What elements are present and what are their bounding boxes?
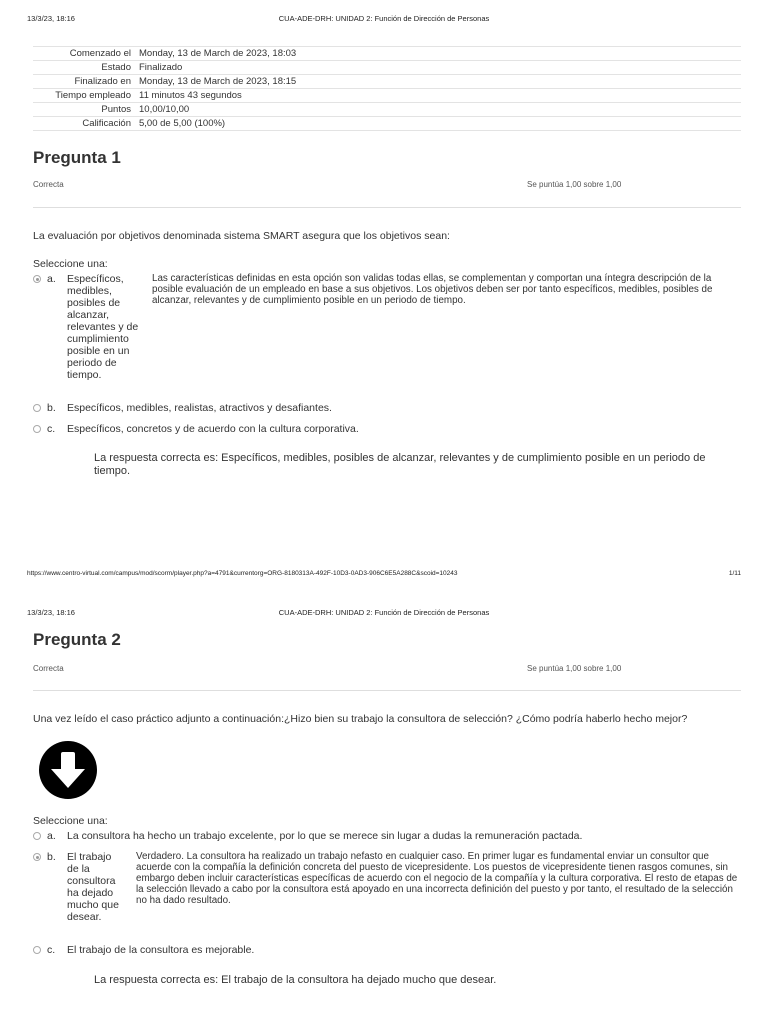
print-url: https://www.centro-virtual.com/campus/mod/scorm/player.php?a=4791&currentorg=ORG-8180313A-492F-10D3-0AD3-906C6E5A288C&scoid=10243 (27, 570, 458, 577)
option-text: Específicos, medibles, posibles de alcanzar, relevantes y de cumplimiento posible en un periodo de tiempo. (67, 273, 139, 381)
summary-value: 5,00 de 5,00 (100%) (135, 117, 741, 131)
summary-row (33, 89, 741, 103)
summary-row (33, 61, 741, 75)
summary-label: Estado (33, 61, 135, 75)
summary-value: Monday, 13 de March de 2023, 18:03 (135, 47, 741, 61)
divider (33, 207, 741, 208)
summary-row (33, 75, 741, 89)
summary-label: Tiempo empleado (33, 89, 135, 103)
q2-correct-answer: La respuesta correcta es: El trabajo de la consultora ha dejado mucho que desear. (94, 974, 497, 986)
radio-button[interactable] (33, 853, 41, 861)
summary-value: 10,00/10,00 (135, 103, 741, 117)
option-letter: c. (47, 944, 56, 956)
divider (33, 690, 741, 691)
summary-label: Calificación (33, 117, 135, 131)
radio-button[interactable] (33, 425, 41, 433)
print-date: 13/3/23, 18:16 (27, 14, 75, 23)
page-header (0, 14, 768, 28)
q1-option-a[interactable] (33, 273, 741, 397)
attempt-summary-table (33, 46, 741, 131)
option-letter: a. (47, 273, 56, 285)
option-letter: b. (47, 402, 56, 414)
option-text: El trabajo de la consultora es mejorable. (67, 944, 255, 956)
select-one-label: Seleccione una: (33, 815, 108, 827)
summary-value: 11 minutos 43 segundos (135, 89, 741, 103)
print-title: CUA-ADE-DRH: UNIDAD 2: Función de Dirección de Personas (278, 608, 490, 617)
option-feedback: Las características definidas en esta opción son validas todas ellas, se complementan y comportan una íntegra descripción de la posible evaluación de un empleado en base a sus objetivos. Los objetivos deben ser por tanto específicos, medibles, posibles de alcanzar, relevantes y de cumplimiento posible en un periodo de tiempo. (152, 273, 713, 306)
radio-button[interactable] (33, 275, 41, 283)
question-1-text: La evaluación por objetivos denominada sistema SMART asegura que los objetivos sean: (33, 230, 450, 242)
option-text: La consultora ha hecho un trabajo excelente, por lo que se merece sin lugar a dudas la remuneración pactada. (67, 830, 583, 842)
page-header (0, 608, 768, 622)
print-date: 13/3/23, 18:16 (27, 608, 75, 617)
question-2-grade: Se puntúa 1,00 sobre 1,00 (527, 664, 622, 673)
summary-value: Finalizado (135, 61, 741, 75)
radio-button[interactable] (33, 832, 41, 840)
option-letter: c. (47, 423, 56, 435)
summary-row (33, 103, 741, 117)
question-2-text: Una vez leído el caso práctico adjunto a continuación:¿Hizo bien su trabajo la consultora de selección? ¿Cómo podría haberlo hecho mejor? (33, 713, 688, 725)
q1-correct-answer: La respuesta correcta es: Específicos, medibles, posibles de alcanzar, relevantes y de cumplimiento posible en un periodo de tiempo. (94, 452, 706, 477)
option-letter: b. (47, 851, 56, 863)
page-number: 1/11 (728, 570, 741, 577)
radio-button[interactable] (33, 404, 41, 412)
summary-value: Monday, 13 de March de 2023, 18:15 (135, 75, 741, 89)
option-text: Específicos, medibles, realistas, atractivos y desafiantes. (67, 402, 332, 414)
question-2-title: Pregunta 2 (33, 630, 121, 649)
summary-label: Comenzado el (33, 47, 135, 61)
summary-row (33, 47, 741, 61)
q2-option-b[interactable] (33, 851, 741, 937)
summary-row (33, 117, 741, 131)
question-1-state: Correcta (33, 180, 64, 189)
option-text: Específicos, concretos y de acuerdo con la cultura corporativa. (67, 423, 359, 435)
question-2-state: Correcta (33, 664, 64, 673)
option-letter: a. (47, 830, 56, 842)
download-arrow-icon[interactable] (39, 741, 97, 799)
summary-label: Finalizado en (33, 75, 135, 89)
question-1-title: Pregunta 1 (33, 148, 121, 167)
option-text: El trabajo de la consultora ha dejado mucho que desear. (67, 851, 119, 923)
question-1-grade: Se puntúa 1,00 sobre 1,00 (527, 180, 622, 189)
select-one-label: Seleccione una: (33, 258, 108, 270)
radio-button[interactable] (33, 946, 41, 954)
option-feedback: Verdadero. La consultora ha realizado un trabajo nefasto en cualquier caso. En primer lugar es fundamental enviar un consultor que acuerde con la compañía la definición concreta del puesto de vicepresidente. Los puestos de vicepresidente tienen rasgos comunes, sin embargo deben incluir características específicas de acuerdo con el negocio de la compañía y la cultura corporativa. El resto de etapas de la selección llevado a cabo por la consultora está apoyado en una incorrecta definición del puesto y por tanto, el resultado de la selección no ha dado resultado. (136, 851, 738, 906)
print-title: CUA-ADE-DRH: UNIDAD 2: Función de Dirección de Personas (278, 14, 490, 23)
summary-label: Puntos (33, 103, 135, 117)
